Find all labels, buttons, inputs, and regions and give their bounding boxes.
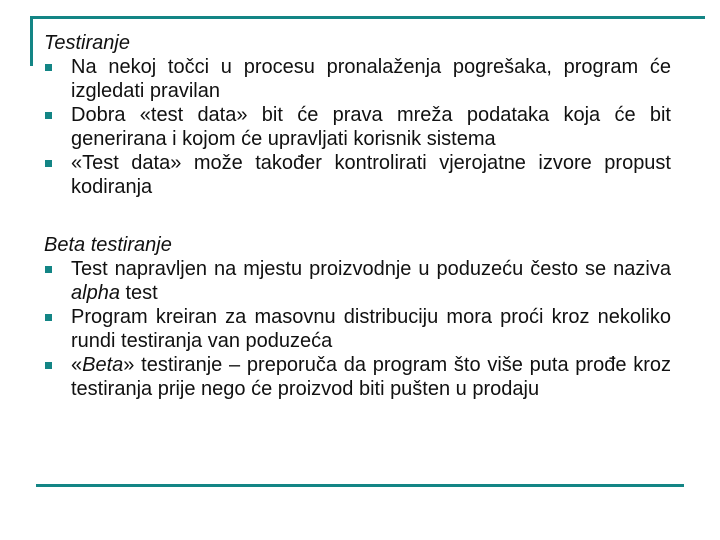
list-item bbox=[44, 151, 671, 199]
bullet-text: Na nekoj točci u procesu pronalaženja pogrešaka, program će izgledati pravilan bbox=[71, 56, 671, 102]
square-bullet-icon bbox=[45, 314, 52, 321]
list-item bbox=[44, 55, 671, 103]
list-item bbox=[44, 353, 671, 401]
list-item bbox=[44, 257, 671, 305]
bullet-text: «Test data» može također kontrolirati vjerojatne izvore propust kodiranja bbox=[71, 152, 671, 198]
square-bullet-icon bbox=[45, 64, 52, 71]
bullet-text-post: test bbox=[119, 282, 158, 304]
bottom-rule bbox=[36, 484, 684, 487]
left-rule bbox=[30, 16, 33, 66]
bullet-text-emphasis: alpha bbox=[71, 282, 120, 304]
slide-content bbox=[44, 31, 671, 401]
bullet-list bbox=[44, 257, 671, 401]
list-item bbox=[44, 305, 671, 353]
square-bullet-icon bbox=[45, 112, 52, 119]
list-item bbox=[44, 103, 671, 151]
bullet-text-pre: « bbox=[71, 354, 83, 376]
bullet-list bbox=[44, 55, 671, 199]
section-beta-testiranje bbox=[44, 233, 671, 401]
section-testiranje bbox=[44, 31, 671, 199]
bullet-text: Dobra «test data» bit će prava mreža podataka koja će bit generirana i kojom će upravljati korisnik sistema bbox=[71, 104, 671, 150]
square-bullet-icon bbox=[45, 362, 52, 369]
top-rule bbox=[30, 16, 705, 19]
bullet-text-emphasis: Beta bbox=[82, 354, 124, 376]
section-title: Beta testiranje bbox=[44, 234, 172, 256]
section-title: Testiranje bbox=[44, 32, 130, 54]
bullet-text-post: » testiranje – preporuča da program što više puta prođe kroz testiranja prije nego će proizvod biti pušten u prodaju bbox=[71, 354, 671, 400]
square-bullet-icon bbox=[45, 266, 52, 273]
bullet-text: Program kreiran za masovnu distribuciju mora proći kroz nekoliko rundi testiranja van poduzeća bbox=[71, 306, 671, 352]
bullet-text-pre: Test napravljen na mjestu proizvodnje u poduzeću često se naziva bbox=[71, 258, 671, 280]
square-bullet-icon bbox=[45, 160, 52, 167]
